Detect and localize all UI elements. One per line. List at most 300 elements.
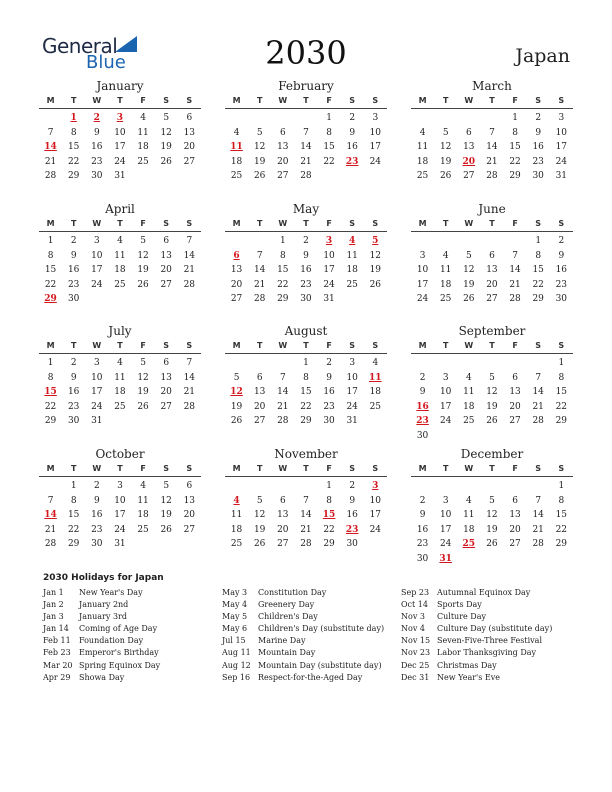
day-cell: 21	[277, 401, 289, 412]
day-cell: 22	[532, 279, 544, 290]
holiday-entry	[401, 672, 552, 684]
holiday-name: Coming of Age Day	[79, 624, 158, 634]
day-cell: 23	[555, 279, 568, 290]
holiday-date: Apr 29	[43, 672, 71, 682]
holiday-day-cell: 23	[345, 524, 359, 535]
holiday-name: Foundation Day	[79, 636, 144, 646]
holiday-entry	[222, 660, 384, 672]
weekday-label: M	[418, 96, 427, 105]
day-cell: 4	[419, 127, 426, 138]
weekday-label: S	[349, 341, 356, 350]
month-july	[39, 324, 201, 429]
day-cell: 24	[91, 401, 103, 412]
day-cell: 6	[279, 495, 286, 506]
weekday-label: T	[489, 341, 495, 350]
day-cell: 10	[323, 250, 335, 261]
day-cell: 9	[535, 127, 542, 138]
day-cell: 23	[323, 401, 335, 412]
day-cell	[527, 356, 550, 371]
day-cell	[271, 479, 294, 494]
weekday-label: S	[349, 219, 356, 228]
day-cell: 11	[346, 250, 358, 261]
day-cell: 5	[256, 495, 263, 506]
day-cell: 21	[300, 156, 312, 167]
day-cell: 21	[253, 279, 266, 290]
day-cell: 21	[509, 279, 521, 290]
day-cell: 2	[419, 495, 426, 506]
weekday-label: T	[489, 96, 495, 105]
day-cell: 26	[486, 416, 498, 427]
weekday-label: T	[117, 219, 123, 228]
week-row	[39, 537, 201, 552]
week-row	[411, 479, 573, 494]
week-row	[225, 508, 387, 523]
day-cell: 11	[439, 265, 452, 276]
weekday-label: T	[442, 219, 449, 228]
weekday-label: F	[512, 96, 518, 105]
day-cell	[504, 429, 527, 444]
week-row	[39, 155, 201, 170]
day-cell: 7	[489, 127, 495, 138]
holiday-name: Culture Day	[437, 612, 487, 622]
weekday-label: F	[140, 464, 146, 473]
weekday-label: S	[186, 464, 193, 473]
day-cell: 26	[253, 171, 266, 182]
day-cell: 26	[439, 171, 452, 182]
day-cell	[504, 356, 527, 371]
day-cell: 8	[326, 495, 332, 506]
day-cell: 3	[349, 358, 356, 368]
day-cell: 29	[300, 416, 312, 427]
day-cell: 10	[114, 127, 126, 138]
day-cell: 17	[416, 279, 429, 290]
day-cell: 22	[555, 524, 568, 535]
page-header	[0, 0, 612, 80]
week-row	[411, 155, 573, 170]
week-row	[39, 400, 201, 415]
holiday-date: Jan 3	[43, 612, 64, 622]
day-cell: 19	[463, 279, 475, 290]
month-may	[225, 202, 387, 307]
weekday-label: W	[92, 219, 102, 228]
weekday-label: T	[117, 341, 123, 350]
day-cell: 10	[91, 372, 103, 383]
day-cell	[271, 356, 294, 371]
week-row	[411, 429, 573, 444]
day-cell: 20	[509, 401, 521, 412]
holiday-entry	[43, 599, 160, 611]
day-cell: 31	[555, 171, 568, 182]
holiday-date: Dec 25	[401, 660, 430, 670]
day-cell: 27	[463, 171, 475, 182]
day-cell: 13	[277, 510, 289, 521]
day-cell: 6	[465, 127, 472, 138]
day-cell	[341, 169, 364, 184]
day-cell	[225, 234, 248, 249]
holiday-name: January 3rd	[79, 612, 127, 622]
day-cell: 23	[300, 279, 312, 290]
holiday-name: Seven-Five-Three Festival	[437, 636, 543, 646]
day-cell: 4	[140, 481, 146, 491]
day-cell: 7	[256, 250, 263, 261]
weekday-label: T	[442, 96, 449, 105]
day-cell: 22	[277, 279, 289, 290]
day-cell: 14	[532, 387, 544, 398]
weekday-label: W	[464, 96, 474, 105]
day-cell: 9	[558, 250, 565, 261]
week-row	[225, 400, 387, 415]
day-cell	[248, 356, 271, 371]
day-cell: 15	[277, 265, 289, 276]
day-cell	[155, 414, 178, 429]
day-cell: 3	[419, 250, 426, 261]
weekday-label: M	[232, 464, 241, 473]
day-cell: 15	[44, 265, 57, 276]
day-cell: 7	[535, 495, 542, 506]
day-cell: 16	[67, 265, 80, 276]
day-cell: 13	[509, 510, 521, 521]
holiday-entry	[43, 660, 160, 672]
week-row	[225, 126, 387, 141]
weekday-label: T	[70, 341, 77, 350]
day-cell: 19	[160, 142, 172, 153]
day-cell: 6	[279, 127, 286, 138]
day-cell: 25	[463, 416, 475, 427]
day-cell: 21	[44, 524, 57, 535]
weekday-label: W	[278, 341, 288, 350]
holiday-day-cell: 14	[44, 142, 57, 153]
holiday-entry	[222, 611, 384, 623]
holiday-date: Aug 12	[222, 660, 251, 670]
day-cell: 27	[160, 279, 172, 290]
weekday-label: T	[303, 341, 309, 350]
day-cell: 27	[277, 539, 289, 550]
weekday-label: S	[372, 96, 379, 105]
week-row	[225, 292, 387, 307]
day-cell	[434, 479, 457, 494]
day-cell: 2	[70, 358, 77, 368]
month-title: March	[472, 79, 512, 93]
day-cell: 19	[253, 156, 266, 167]
day-cell	[178, 292, 201, 307]
holiday-day-cell: 12	[230, 387, 243, 398]
day-cell: 10	[369, 495, 382, 506]
week-row	[411, 249, 573, 264]
month-title: August	[284, 324, 328, 338]
weekday-label: S	[163, 219, 170, 228]
week-row	[411, 508, 573, 523]
week-row	[39, 356, 201, 371]
holiday-day-cell: 14	[44, 510, 57, 521]
day-cell: 12	[137, 250, 149, 261]
day-cell: 26	[253, 539, 266, 550]
day-cell: 26	[230, 416, 243, 427]
day-cell: 30	[91, 539, 103, 550]
holiday-date: Sep 16	[222, 672, 251, 682]
day-cell: 4	[465, 495, 472, 506]
day-cell: 15	[67, 510, 80, 521]
day-cell: 30	[91, 171, 103, 182]
day-cell: 20	[277, 524, 289, 535]
day-cell: 6	[163, 358, 170, 368]
day-cell: 10	[114, 495, 126, 506]
day-cell: 7	[186, 358, 193, 368]
day-cell: 31	[91, 416, 103, 427]
holiday-name: Marine Day	[258, 636, 306, 646]
day-cell	[457, 356, 480, 371]
day-cell: 12	[439, 142, 452, 153]
week-row	[225, 263, 387, 278]
day-cell: 3	[93, 358, 100, 368]
day-cell: 30	[300, 294, 312, 305]
week-row	[411, 140, 573, 155]
day-cell: 9	[70, 372, 77, 383]
week-row	[39, 508, 201, 523]
day-cell: 25	[369, 401, 382, 412]
day-cell	[155, 537, 178, 552]
day-cell: 15	[555, 387, 568, 398]
weekday-header	[411, 339, 573, 354]
day-cell: 13	[463, 142, 475, 153]
day-cell: 25	[137, 156, 149, 167]
week-row	[39, 169, 201, 184]
day-cell: 2	[326, 358, 332, 368]
week-row	[39, 494, 201, 509]
day-cell: 17	[346, 387, 358, 398]
day-cell: 24	[439, 416, 452, 427]
weekday-header	[411, 217, 573, 232]
weekday-header	[39, 217, 201, 232]
day-cell: 4	[442, 250, 449, 261]
holiday-date: Feb 23	[43, 648, 71, 658]
day-cell: 18	[114, 265, 126, 276]
week-row	[411, 523, 573, 538]
holiday-day-cell: 11	[369, 372, 382, 383]
day-cell	[225, 111, 248, 126]
day-cell	[550, 429, 573, 444]
day-cell	[411, 479, 434, 494]
weekday-label: T	[442, 341, 449, 350]
day-cell: 9	[349, 127, 356, 138]
day-cell: 22	[555, 401, 568, 412]
holiday-name: Children's Day	[258, 612, 318, 622]
day-cell: 7	[279, 372, 286, 383]
day-cell: 11	[463, 510, 475, 521]
day-cell: 22	[300, 401, 312, 412]
day-cell: 14	[532, 510, 544, 521]
weekday-label: W	[278, 96, 288, 105]
day-cell: 22	[67, 156, 80, 167]
day-cell: 28	[44, 539, 57, 550]
week-row	[39, 479, 201, 494]
weekday-label: F	[326, 96, 332, 105]
holiday-name: Constitution Day	[258, 588, 327, 597]
day-cell: 2	[535, 113, 542, 123]
day-cell: 16	[323, 387, 335, 398]
weekday-label: T	[117, 96, 123, 105]
day-cell	[527, 429, 550, 444]
holiday-date: Nov 23	[401, 648, 431, 658]
day-cell: 15	[300, 387, 312, 398]
day-cell: 22	[67, 524, 80, 535]
day-cell: 20	[277, 156, 289, 167]
day-cell: 30	[416, 553, 429, 564]
day-cell: 24	[323, 279, 335, 290]
week-row	[411, 356, 573, 371]
day-cell	[155, 292, 178, 307]
day-cell	[504, 552, 527, 567]
day-cell: 9	[419, 510, 426, 521]
day-cell: 4	[117, 358, 123, 368]
day-cell: 28	[183, 401, 196, 412]
month-title: October	[95, 447, 145, 461]
holiday-day-cell: 4	[349, 236, 356, 246]
day-cell: 17	[91, 387, 103, 398]
day-cell: 13	[183, 127, 196, 138]
holiday-entry	[222, 647, 384, 659]
holiday-day-cell: 6	[233, 250, 240, 261]
holiday-name: Culture Day (substitute day)	[437, 624, 553, 634]
day-cell: 8	[512, 127, 518, 138]
week-row	[39, 140, 201, 155]
day-cell: 19	[137, 387, 149, 398]
day-cell: 20	[160, 387, 172, 398]
day-cell: 23	[91, 524, 103, 535]
holiday-entry	[222, 623, 384, 635]
day-cell: 24	[369, 524, 382, 535]
day-cell: 7	[512, 250, 518, 261]
day-cell: 8	[558, 495, 565, 506]
holiday-date: Sep 23	[401, 588, 430, 597]
day-cell: 23	[416, 539, 429, 550]
day-cell	[411, 356, 434, 371]
day-cell: 9	[93, 495, 100, 506]
day-cell: 17	[439, 401, 452, 412]
week-row	[411, 278, 573, 293]
holiday-entry	[43, 635, 160, 647]
day-cell: 30	[416, 430, 429, 441]
day-cell: 11	[114, 372, 126, 383]
week-row	[225, 155, 387, 170]
week-row	[411, 263, 573, 278]
day-cell: 1	[70, 481, 77, 491]
holiday-entry	[222, 672, 384, 684]
day-cell: 29	[67, 539, 80, 550]
day-cell	[132, 414, 155, 429]
week-row	[39, 414, 201, 429]
day-cell	[39, 111, 62, 126]
weekday-label: T	[489, 219, 495, 228]
day-cell: 14	[486, 142, 498, 153]
day-cell: 27	[160, 401, 172, 412]
holiday-entry	[401, 599, 552, 611]
day-cell: 12	[463, 265, 475, 276]
day-cell: 4	[140, 113, 146, 123]
day-cell: 19	[439, 156, 452, 167]
day-cell: 24	[439, 539, 452, 550]
week-row	[39, 385, 201, 400]
day-cell: 12	[486, 510, 498, 521]
day-cell: 16	[300, 265, 312, 276]
weekday-label: S	[558, 96, 565, 105]
holiday-name: Emperor's Birthday	[79, 648, 159, 658]
day-cell: 10	[369, 127, 382, 138]
day-cell: 29	[67, 171, 80, 182]
day-cell: 6	[256, 372, 263, 383]
month-october	[39, 447, 201, 552]
day-cell: 2	[349, 481, 356, 491]
holiday-day-cell: 4	[233, 495, 240, 506]
day-cell: 19	[137, 265, 149, 276]
day-cell	[457, 429, 480, 444]
day-cell	[480, 356, 503, 371]
day-cell: 29	[509, 171, 521, 182]
weekday-label: S	[349, 96, 356, 105]
holiday-date: Nov 4	[401, 624, 425, 634]
day-cell: 9	[326, 372, 332, 383]
day-cell: 8	[47, 372, 54, 383]
month-june	[411, 202, 573, 307]
day-cell: 12	[160, 127, 172, 138]
week-row	[411, 169, 573, 184]
day-cell: 24	[91, 279, 103, 290]
day-cell: 11	[463, 387, 475, 398]
holiday-name: New Year's Day	[79, 588, 143, 597]
weekday-label: T	[117, 464, 123, 473]
holiday-name: Respect-for-the-Aged Day	[258, 672, 363, 682]
weekday-header	[39, 94, 201, 109]
day-cell: 18	[463, 401, 475, 412]
holiday-name: Mountain Day (substitute day)	[258, 660, 382, 670]
day-cell: 31	[114, 171, 126, 182]
day-cell: 21	[44, 156, 57, 167]
weekday-label: M	[232, 96, 241, 105]
day-cell: 20	[183, 142, 196, 153]
day-cell: 1	[535, 236, 542, 246]
weekday-label: W	[464, 219, 474, 228]
day-cell: 30	[323, 416, 335, 427]
holiday-name: Spring Equinox Day	[79, 660, 161, 670]
day-cell: 16	[67, 387, 80, 398]
day-cell: 10	[439, 510, 452, 521]
month-title: February	[278, 79, 334, 93]
day-cell: 6	[489, 250, 495, 261]
day-cell	[411, 111, 434, 126]
day-cell: 16	[555, 265, 568, 276]
weekday-label: F	[140, 341, 146, 350]
holiday-day-cell: 1	[70, 113, 77, 123]
weekday-label: T	[256, 464, 263, 473]
weekday-label: M	[46, 219, 55, 228]
day-cell: 5	[163, 113, 170, 123]
day-cell	[341, 292, 364, 307]
day-cell: 15	[555, 510, 568, 521]
day-cell: 1	[558, 358, 565, 368]
day-cell: 27	[253, 416, 266, 427]
week-row	[411, 537, 573, 552]
day-cell: 1	[47, 358, 54, 368]
day-cell: 21	[532, 401, 544, 412]
holiday-day-cell: 25	[462, 539, 476, 550]
day-cell: 7	[47, 495, 54, 506]
day-cell	[550, 552, 573, 567]
holiday-name: Children's Day (substitute day)	[258, 624, 385, 634]
day-cell	[457, 479, 480, 494]
weekday-label: S	[372, 464, 379, 473]
week-row	[411, 126, 573, 141]
month-title: May	[292, 202, 320, 216]
weekday-label: S	[558, 219, 565, 228]
